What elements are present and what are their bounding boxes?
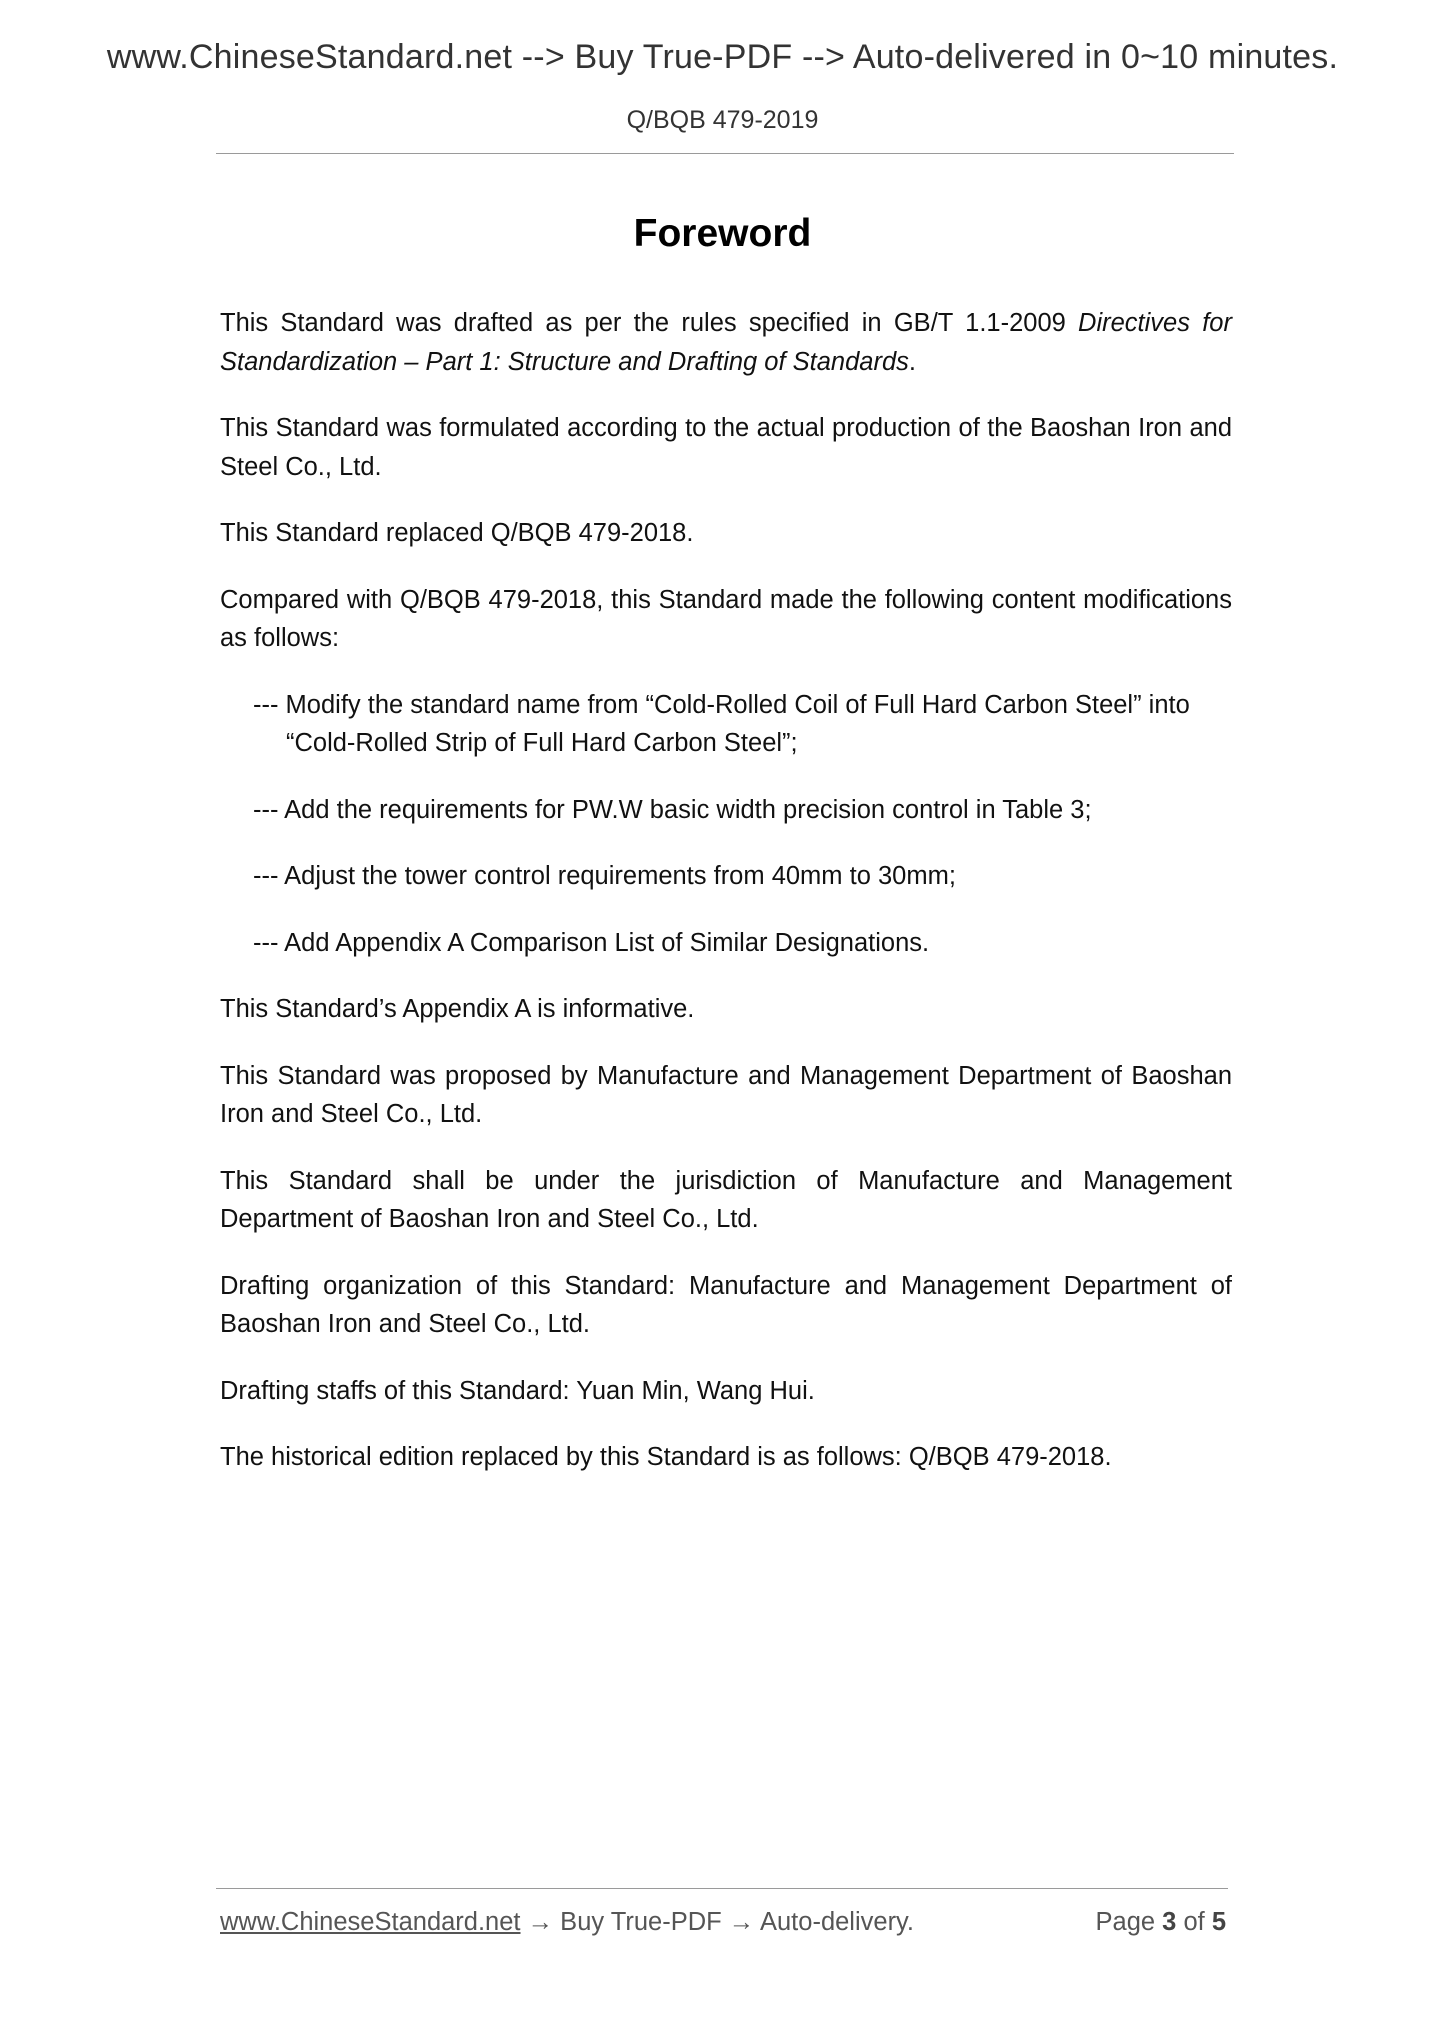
footer-promo bbox=[220, 1908, 914, 1937]
paragraph-appendix: This Standard’s Appendix A is informative. bbox=[220, 995, 695, 1023]
list-item: --- Modify the standard name from “Cold-Rolled Coil of Full Hard Carbon Steel” into “Cold-Rolled Strip of Full Hard Carbon Steel”; bbox=[253, 690, 1190, 757]
footer-site-link[interactable]: www.ChineseStandard.net bbox=[220, 1908, 521, 1936]
directive-title: Directives for Standardization – Part 1: Structure and Drafting of Standards bbox=[220, 309, 1232, 376]
header-divider bbox=[216, 153, 1234, 154]
paragraph-comparison: Compared with Q/BQB 479-2018, this Standard made the following content modifications as follows: bbox=[220, 585, 1232, 652]
top-banner: www.ChineseStandard.net --> Buy True-PDF --> Auto-delivered in 0~10 minutes. bbox=[106, 38, 1339, 76]
page-label: Page bbox=[1095, 1908, 1156, 1936]
paragraph-end: . bbox=[908, 347, 916, 376]
list-item: --- Add the requirements for PW.W basic width precision control in Table 3; bbox=[253, 795, 1092, 824]
paragraph-historical-edition: The historical edition replaced by this Standard is as follows: Q/BQB 479-2018. bbox=[220, 1443, 1112, 1471]
paragraph-text: This Standard was drafted as per the rules specified in GB/T 1.1-2009 bbox=[220, 309, 1079, 337]
list-item: --- Add Appendix A Comparison List of Similar Designations. bbox=[253, 928, 930, 957]
page-number bbox=[1096, 1908, 1227, 1937]
paragraph-drafting-staff: Drafting staffs of this Standard: Yuan Min, Wang Hui. bbox=[220, 1376, 815, 1405]
page-total: 5 bbox=[1211, 1908, 1226, 1936]
page-of: of bbox=[1183, 1908, 1205, 1936]
page-title: Foreword bbox=[633, 212, 812, 255]
paragraph-drafting-rules bbox=[220, 304, 1232, 381]
foreword-body bbox=[220, 304, 1232, 1505]
paragraph-replaced: This Standard replaced Q/BQB 479-2018. bbox=[220, 519, 694, 547]
document-code: Q/BQB 479-2019 bbox=[626, 106, 819, 134]
paragraph-drafting-organization: Drafting organization of this Standard: Manufacture and Management Department of Baoshan Iron and Steel Co., Ltd. bbox=[220, 1271, 1232, 1338]
list-item: --- Adjust the tower control requirements from 40mm to 30mm; bbox=[253, 862, 956, 890]
paragraph-formulation: This Standard was formulated according to the actual production of the Baoshan Iron and Steel Co., Ltd. bbox=[220, 414, 1232, 481]
paragraph-jurisdiction: This Standard shall be under the jurisdiction of Manufacture and Management Department of Baoshan Iron and Steel Co., Ltd. bbox=[220, 1166, 1232, 1233]
footer-divider bbox=[216, 1888, 1228, 1889]
footer-tagline: → Buy True-PDF → Auto-delivery. bbox=[520, 1908, 914, 1936]
page-current: 3 bbox=[1162, 1908, 1177, 1936]
paragraph-proposed-by: This Standard was proposed by Manufacture and Management Department of Baoshan Iron and Steel Co., Ltd. bbox=[220, 1061, 1232, 1128]
